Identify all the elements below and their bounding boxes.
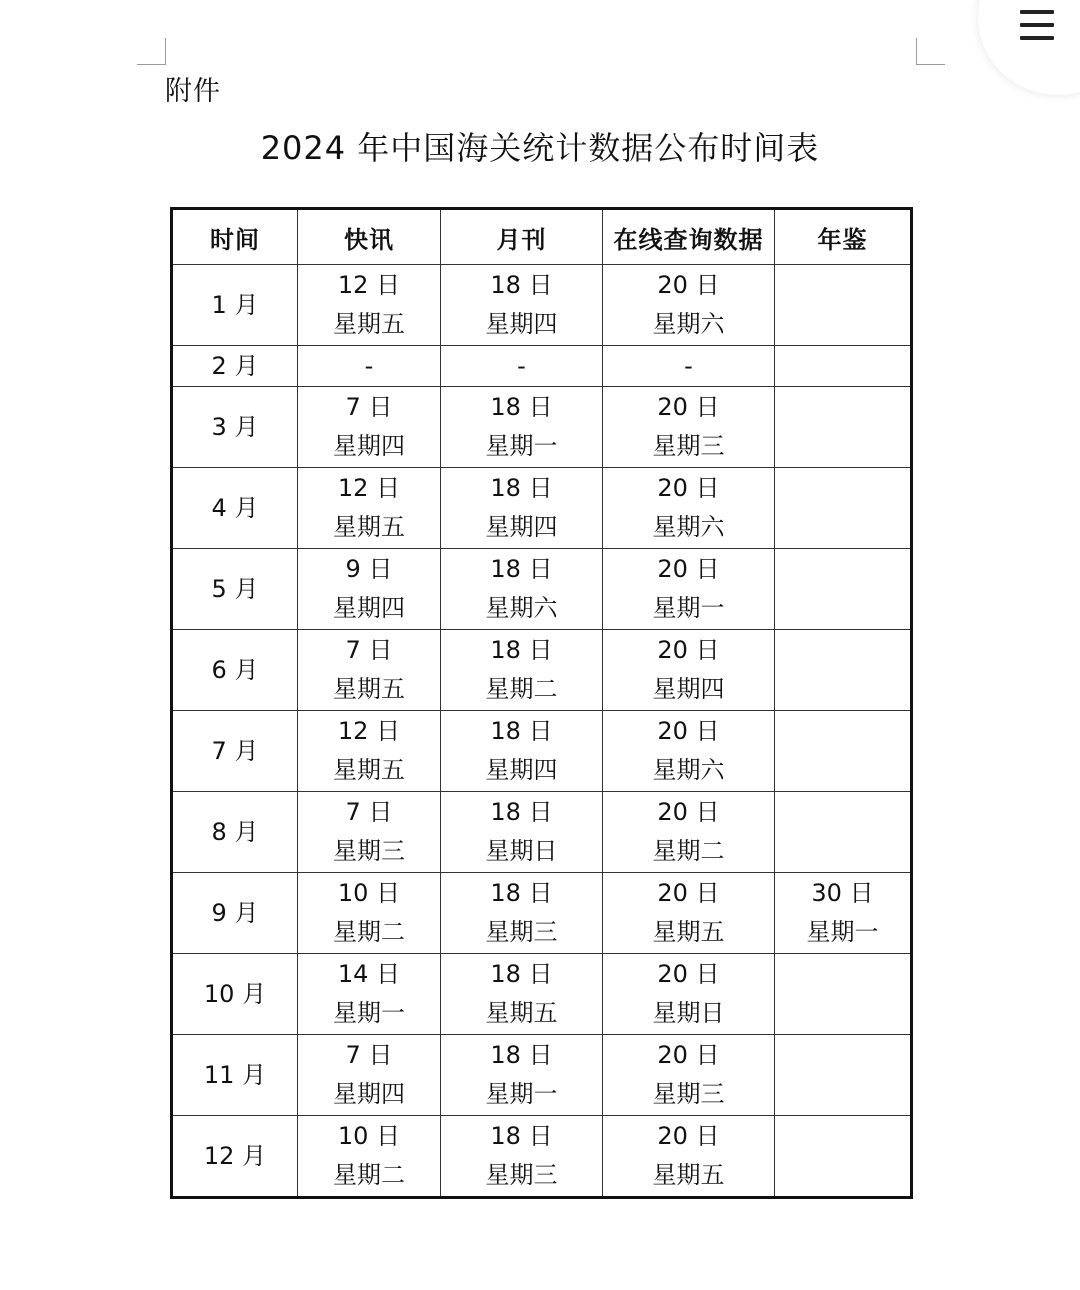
release-day: 20 日 xyxy=(657,1122,720,1150)
release-day: 7 日 xyxy=(345,798,393,826)
release-day: 18 日 xyxy=(490,1041,553,1069)
release-day: 20 日 xyxy=(657,798,720,826)
release-weekday: 星期五 xyxy=(652,1161,725,1189)
online-query-cell xyxy=(603,549,775,630)
release-day: 12 日 xyxy=(337,474,401,502)
release-schedule-table xyxy=(170,207,913,1199)
release-day: 18 日 xyxy=(490,717,553,745)
table-row xyxy=(172,792,912,873)
table-header-row xyxy=(172,209,912,265)
attachment-label: 附件 xyxy=(165,76,221,107)
monthly-cell xyxy=(441,265,603,346)
release-weekday: 星期六 xyxy=(652,756,725,784)
online-query-cell xyxy=(603,346,775,387)
yearbook-cell xyxy=(775,549,912,630)
month-cell: 2 月 xyxy=(172,346,298,387)
flash-report-cell xyxy=(298,387,441,468)
release-day: - xyxy=(517,351,526,380)
month-cell: 1 月 xyxy=(172,265,298,346)
yearbook-cell xyxy=(775,265,912,346)
monthly-cell xyxy=(441,954,603,1035)
release-weekday: 星期日 xyxy=(652,999,725,1027)
menu-line-bottom xyxy=(1020,36,1054,40)
monthly-cell xyxy=(441,1035,603,1116)
page-corner-mark-left xyxy=(137,38,166,65)
month-cell: 5 月 xyxy=(172,549,298,630)
release-weekday: 星期三 xyxy=(652,432,725,460)
month-cell: 4 月 xyxy=(172,468,298,549)
release-day: 20 日 xyxy=(657,636,720,664)
release-day: 14 日 xyxy=(337,960,401,988)
page-corner-mark-right xyxy=(916,38,945,65)
online-query-cell xyxy=(603,792,775,873)
release-day: 18 日 xyxy=(490,1122,553,1150)
online-query-cell xyxy=(603,873,775,954)
release-day: 12 日 xyxy=(337,271,401,299)
monthly-cell xyxy=(441,387,603,468)
table-row xyxy=(172,346,912,387)
release-day: - xyxy=(364,351,374,380)
release-day: 20 日 xyxy=(657,879,720,907)
release-weekday: 星期五 xyxy=(652,918,725,946)
yearbook-cell xyxy=(775,387,912,468)
online-query-cell xyxy=(603,387,775,468)
header-time: 时间 xyxy=(172,209,298,265)
release-weekday: 星期二 xyxy=(333,1161,405,1189)
release-weekday: 星期五 xyxy=(485,999,558,1027)
release-weekday: 星期六 xyxy=(652,513,725,541)
flash-report-cell xyxy=(298,1116,441,1198)
flash-report-cell xyxy=(298,711,441,792)
table-row xyxy=(172,387,912,468)
hamburger-menu-icon[interactable] xyxy=(1020,8,1056,42)
release-day: 18 日 xyxy=(490,879,553,907)
table-row xyxy=(172,1035,912,1116)
online-query-cell xyxy=(603,1116,775,1198)
release-weekday: 星期四 xyxy=(485,513,558,541)
release-weekday: 星期四 xyxy=(333,432,405,460)
release-weekday: 星期五 xyxy=(333,310,405,338)
table-row xyxy=(172,549,912,630)
release-day: 7 日 xyxy=(345,393,393,421)
monthly-cell xyxy=(441,873,603,954)
online-query-cell xyxy=(603,265,775,346)
release-day: 18 日 xyxy=(490,960,553,988)
release-day: 10 日 xyxy=(337,1122,401,1150)
header-yearbook: 年鉴 xyxy=(775,209,912,265)
release-day: 18 日 xyxy=(490,798,553,826)
yearbook-cell xyxy=(775,1035,912,1116)
flash-report-cell xyxy=(298,954,441,1035)
release-weekday: 星期日 xyxy=(485,837,558,865)
month-cell: 10 月 xyxy=(172,954,298,1035)
month-cell: 8 月 xyxy=(172,792,298,873)
release-weekday: 星期一 xyxy=(806,918,879,946)
flash-report-cell xyxy=(298,1035,441,1116)
flash-report-cell xyxy=(298,468,441,549)
table-row xyxy=(172,954,912,1035)
yearbook-cell xyxy=(775,630,912,711)
table-row xyxy=(172,711,912,792)
release-day: 18 日 xyxy=(490,555,553,583)
monthly-cell xyxy=(441,792,603,873)
table-row xyxy=(172,265,912,346)
menu-line-middle xyxy=(1020,23,1054,27)
month-cell: 9 月 xyxy=(172,873,298,954)
release-weekday: 星期五 xyxy=(333,756,405,784)
release-weekday: 星期四 xyxy=(652,675,725,703)
month-cell: 12 月 xyxy=(172,1116,298,1198)
release-weekday: 星期五 xyxy=(333,513,405,541)
release-weekday: 星期一 xyxy=(485,1080,558,1108)
release-weekday: 星期三 xyxy=(485,918,558,946)
header-flash-report: 快讯 xyxy=(298,209,441,265)
flash-report-cell xyxy=(298,265,441,346)
table-body xyxy=(172,265,912,1198)
release-weekday: 星期四 xyxy=(333,1080,405,1108)
online-query-cell xyxy=(603,468,775,549)
month-cell: 6 月 xyxy=(172,630,298,711)
yearbook-cell xyxy=(775,1116,912,1198)
release-weekday: 星期六 xyxy=(652,310,725,338)
release-day: 7 日 xyxy=(345,1041,393,1069)
release-day: 20 日 xyxy=(657,960,720,988)
release-day: 20 日 xyxy=(657,717,720,745)
yearbook-cell xyxy=(775,346,912,387)
release-day: 9 日 xyxy=(345,555,393,583)
header-online-query: 在线查询数据 xyxy=(603,209,775,265)
flash-report-cell xyxy=(298,549,441,630)
yearbook-cell xyxy=(775,711,912,792)
release-day: 18 日 xyxy=(490,636,553,664)
release-day: 7 日 xyxy=(345,636,393,664)
flash-report-cell xyxy=(298,346,441,387)
online-query-cell xyxy=(603,1035,775,1116)
release-weekday: 星期四 xyxy=(485,756,558,784)
release-day: 12 日 xyxy=(337,717,401,745)
monthly-cell xyxy=(441,1116,603,1198)
release-weekday: 星期四 xyxy=(333,594,405,622)
monthly-cell xyxy=(441,630,603,711)
yearbook-cell xyxy=(775,873,912,954)
document-title: 2024 年中国海关统计数据公布时间表 xyxy=(260,129,820,167)
yearbook-cell xyxy=(775,954,912,1035)
release-day: - xyxy=(684,351,693,380)
month-cell: 3 月 xyxy=(172,387,298,468)
release-weekday: 星期一 xyxy=(652,594,725,622)
release-day: 10 日 xyxy=(337,879,401,907)
release-weekday: 星期二 xyxy=(652,837,725,865)
table-row xyxy=(172,1116,912,1198)
release-weekday: 星期一 xyxy=(333,999,405,1027)
release-day: 20 日 xyxy=(657,393,720,421)
online-query-cell xyxy=(603,630,775,711)
release-day: 20 日 xyxy=(657,1041,720,1069)
release-weekday: 星期六 xyxy=(485,594,558,622)
table-row xyxy=(172,468,912,549)
month-cell: 7 月 xyxy=(172,711,298,792)
release-day: 18 日 xyxy=(490,393,553,421)
release-weekday: 星期五 xyxy=(333,675,405,703)
header-monthly: 月刊 xyxy=(441,209,603,265)
online-query-cell xyxy=(603,711,775,792)
monthly-cell xyxy=(441,468,603,549)
monthly-cell xyxy=(441,346,603,387)
release-weekday: 星期四 xyxy=(485,310,558,338)
release-weekday: 星期三 xyxy=(485,1161,558,1189)
release-day: 18 日 xyxy=(490,271,553,299)
yearbook-cell xyxy=(775,792,912,873)
monthly-cell xyxy=(441,711,603,792)
release-day: 18 日 xyxy=(490,474,553,502)
release-weekday: 星期三 xyxy=(652,1080,725,1108)
month-cell: 11 月 xyxy=(172,1035,298,1116)
online-query-cell xyxy=(603,954,775,1035)
table-row xyxy=(172,630,912,711)
yearbook-cell xyxy=(775,468,912,549)
flash-report-cell xyxy=(298,792,441,873)
menu-line-top xyxy=(1020,10,1054,14)
release-day: 20 日 xyxy=(657,474,720,502)
release-weekday: 星期二 xyxy=(485,675,558,703)
release-weekday: 星期一 xyxy=(485,432,558,460)
release-day: 30 日 xyxy=(811,879,874,907)
table-row xyxy=(172,873,912,954)
release-weekday: 星期二 xyxy=(333,918,405,946)
monthly-cell xyxy=(441,549,603,630)
flash-report-cell xyxy=(298,873,441,954)
release-day: 20 日 xyxy=(657,555,720,583)
release-weekday: 星期三 xyxy=(333,837,405,865)
release-day: 20 日 xyxy=(657,271,720,299)
flash-report-cell xyxy=(298,630,441,711)
